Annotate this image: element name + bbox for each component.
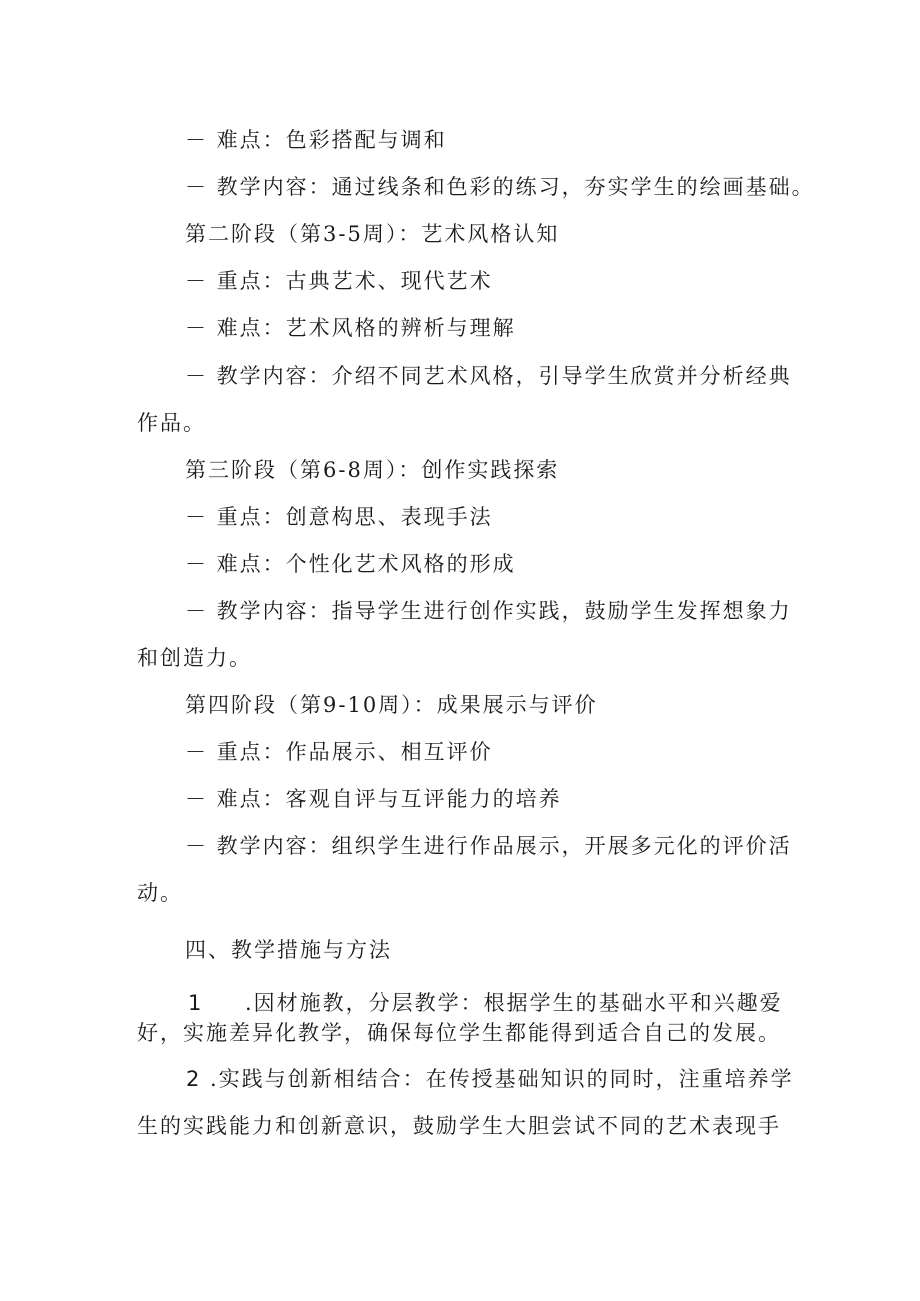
stage-heading: 第四阶段（第9-10周）：成果展示与评价 (185, 693, 598, 717)
text-line: － 教学内容：介绍不同艺术风格，引导学生欣赏并分析经典 (185, 364, 792, 388)
text-line: 作品。 (137, 411, 206, 435)
text-line: － 难点：色彩搭配与调和 (185, 128, 447, 152)
text-line: － 难点：艺术风格的辨析与理解 (185, 316, 516, 340)
text-line: － 教学内容：组织学生进行作品展示，开展多元化的评价活 (185, 834, 792, 858)
text-line: － 教学内容：指导学生进行创作实践，鼓励学生发挥想象力 (185, 599, 792, 623)
list-number: 2 (186, 1067, 200, 1091)
text-line: 动。 (137, 881, 183, 905)
stage-heading: 第二阶段（第3-5周）：艺术风格认知 (185, 222, 560, 246)
text-line: 生的实践能力和创新意识，鼓励学生大胆尝试不同的艺术表现手 (137, 1114, 781, 1138)
text-line: 和创造力。 (137, 646, 252, 670)
text-line: 好，实施差异化教学，确保每位学生都能得到适合自己的发展。 (137, 1021, 781, 1045)
text-line: － 重点：作品展示、相互评价 (185, 740, 493, 764)
list-number: 1 (188, 991, 202, 1015)
text-line: － 教学内容：通过线条和色彩的练习，夯实学生的绘画基础。 (185, 175, 815, 199)
text-line: .实践与创新相结合：在传授基础知识的同时，注重培养学 (210, 1067, 794, 1091)
text-line: － 难点：个性化艺术风格的形成 (185, 552, 516, 576)
text-line: .因材施教，分层教学：根据学生的基础水平和兴趣爱 (245, 991, 783, 1015)
stage-heading: 第三阶段（第6-8周）：创作实践探索 (185, 458, 560, 482)
text-line: － 重点：创意构思、表现手法 (185, 505, 493, 529)
text-line: － 重点：古典艺术、现代艺术 (185, 269, 493, 293)
section-heading: 四、教学措施与方法 (185, 938, 392, 962)
text-line: － 难点：客观自评与互评能力的培养 (185, 787, 562, 811)
